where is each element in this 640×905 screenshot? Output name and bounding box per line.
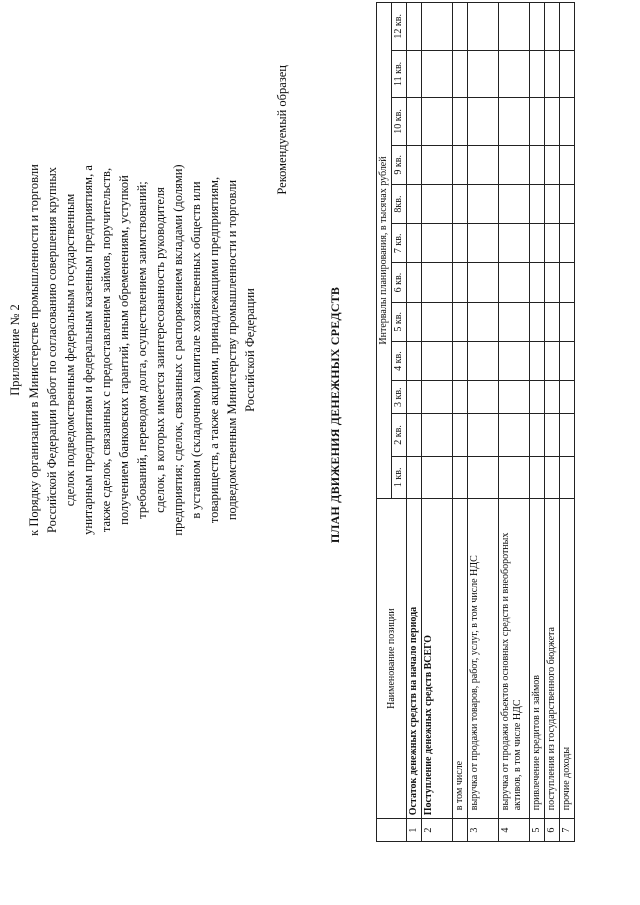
quarter-header: 5 кв. [392,302,407,341]
table-row [499,3,530,842]
quarter-value-cell[interactable] [560,50,575,98]
row-name: поступления из государственного бюджета [545,498,560,818]
appendix-text [25,45,259,655]
quarter-value-cell[interactable] [407,145,422,184]
quarter-header: 6 кв. [392,263,407,302]
quarter-value-cell[interactable] [468,302,499,341]
row-name: Остаток денежных средств на начало периода [407,498,422,818]
row-name: привлечение кредитов и займов [530,498,545,818]
quarter-value-cell[interactable] [468,381,499,414]
quarter-value-cell[interactable] [407,50,422,98]
table-row [468,3,499,842]
table-row [530,3,545,842]
quarter-value-cell[interactable] [530,341,545,380]
quarter-value-cell[interactable] [468,98,499,146]
quarter-value-cell[interactable] [560,341,575,380]
col-number-header [377,819,407,842]
row-name: выручка от продажи объектов основных средств и внеоборотных активов, в том числе НДС [499,498,530,818]
quarter-value-cell[interactable] [545,302,560,341]
quarter-value-cell[interactable] [545,341,560,380]
quarter-value-cell[interactable] [499,341,530,380]
appendix-line: подведомственным Министерству промышленности и торговли [225,179,239,521]
quarter-value-cell[interactable] [530,456,545,498]
quarter-value-cell[interactable] [453,263,468,302]
quarter-value-cell[interactable] [560,263,575,302]
quarter-value-cell[interactable] [560,414,575,456]
appendix-line: Российской Федерации работ по согласованию совершения крупных [45,166,59,534]
quarter-value-cell[interactable] [468,341,499,380]
quarter-value-cell[interactable] [499,50,530,98]
quarter-value-cell[interactable] [468,456,499,498]
appendix-line: предприятия; сделок, связанных с распоряжением вкладами (долями) [171,164,185,536]
quarter-header: 12 кв. [392,3,407,51]
quarter-value-cell[interactable] [560,145,575,184]
quarter-value-cell[interactable] [468,414,499,456]
quarter-value-cell[interactable] [499,381,530,414]
quarter-value-cell[interactable] [560,456,575,498]
quarter-value-cell[interactable] [499,98,530,146]
quarter-value-cell[interactable] [499,3,530,51]
row-number: 5 [530,819,545,842]
row-number [453,819,468,842]
table-header-row [377,3,392,842]
quarter-value-cell[interactable] [407,414,422,456]
quarter-value-cell[interactable] [530,145,545,184]
quarter-header: 10 кв. [392,98,407,146]
quarter-value-cell[interactable] [468,50,499,98]
quarter-value-cell[interactable] [422,341,453,380]
quarter-value-cell[interactable] [560,3,575,51]
cash-flow-table [376,2,575,842]
row-number: 2 [422,819,453,842]
quarter-value-cell[interactable] [422,145,453,184]
quarter-value-cell[interactable] [407,263,422,302]
quarter-value-cell[interactable] [545,184,560,223]
row-name: выручка от продажи товаров, работ, услуг, в том числе НДС [468,498,499,818]
quarter-value-cell[interactable] [530,98,545,146]
quarter-value-cell[interactable] [468,263,499,302]
appendix-line: товариществ, а также акциями, принадлежащими предприятиям, [207,176,221,524]
quarter-value-cell[interactable] [407,381,422,414]
row-name: Поступление денежных средств ВСЕГО [422,498,453,818]
row-number: 7 [560,819,575,842]
quarter-value-cell[interactable] [560,302,575,341]
quarter-value-cell[interactable] [499,302,530,341]
appendix-line: к Порядку организации в Министерстве промышленности и торговли [27,164,41,536]
quarter-header: 11 кв. [392,50,407,98]
quarter-value-cell[interactable] [499,224,530,263]
quarter-value-cell[interactable] [545,3,560,51]
appendix-line: требований, переводом долга, осуществлением заимствований; [135,181,149,519]
quarter-value-cell[interactable] [545,145,560,184]
col-name-header: Наименование позиции [377,498,407,818]
quarter-value-cell[interactable] [499,184,530,223]
quarter-value-cell[interactable] [453,145,468,184]
quarter-value-cell[interactable] [422,414,453,456]
quarter-value-cell[interactable] [422,3,453,51]
recommended-sample-note: Рекомендуемый образец [275,65,289,195]
quarter-value-cell[interactable] [499,145,530,184]
quarter-value-cell[interactable] [407,456,422,498]
quarter-value-cell[interactable] [422,381,453,414]
quarter-value-cell[interactable] [422,302,453,341]
quarter-value-cell[interactable] [530,263,545,302]
page-title: ПЛАН ДВИЖЕНИЯ ДЕНЕЖНЫХ СРЕДСТВ [328,286,342,544]
quarter-value-cell[interactable] [407,184,422,223]
quarter-value-cell[interactable] [453,224,468,263]
appendix-title: Приложение № 2 [8,304,22,396]
quarter-value-cell[interactable] [545,224,560,263]
quarter-value-cell[interactable] [422,98,453,146]
quarter-value-cell[interactable] [468,224,499,263]
quarter-value-cell[interactable] [407,98,422,146]
quarter-value-cell[interactable] [453,302,468,341]
quarter-value-cell[interactable] [499,263,530,302]
quarter-value-cell[interactable] [530,381,545,414]
appendix-line: сделок, в которых имеется заинтересованность руководителя [153,187,167,513]
quarter-value-cell[interactable] [453,414,468,456]
quarter-value-cell[interactable] [407,224,422,263]
quarter-value-cell[interactable] [560,98,575,146]
quarter-value-cell[interactable] [453,381,468,414]
quarter-value-cell[interactable] [453,184,468,223]
quarter-value-cell[interactable] [453,456,468,498]
appendix-line: сделок подведомственным федеральным государственным [63,193,77,507]
table-row [422,3,453,842]
quarter-value-cell[interactable] [468,184,499,223]
table-row [560,3,575,842]
row-name: прочие доходы [560,498,575,818]
quarter-value-cell[interactable] [407,341,422,380]
quarter-value-cell[interactable] [453,98,468,146]
row-number: 4 [499,819,530,842]
quarter-value-cell[interactable] [422,224,453,263]
quarter-value-cell[interactable] [468,3,499,51]
quarter-header: 4 кв. [392,341,407,380]
quarter-value-cell[interactable] [499,414,530,456]
quarter-value-cell[interactable] [530,184,545,223]
quarter-value-cell[interactable] [530,3,545,51]
quarter-header: 7 кв. [392,224,407,263]
quarter-value-cell[interactable] [545,381,560,414]
quarter-header: 2 кв. [392,414,407,456]
table-row [545,3,560,842]
quarter-value-cell[interactable] [453,341,468,380]
quarter-value-cell[interactable] [453,3,468,51]
quarter-header: 1 кв. [392,456,407,498]
row-number: 6 [545,819,560,842]
quarter-value-cell[interactable] [468,145,499,184]
quarter-value-cell[interactable] [407,302,422,341]
quarter-value-cell[interactable] [545,414,560,456]
row-name: в том числе [453,498,468,818]
quarter-value-cell[interactable] [407,3,422,51]
quarter-header: 3 кв. [392,381,407,414]
appendix-line: Российской Федерации [243,288,257,412]
quarter-value-cell[interactable] [560,381,575,414]
quarter-value-cell[interactable] [545,98,560,146]
quarter-value-cell[interactable] [530,50,545,98]
quarter-value-cell[interactable] [560,224,575,263]
appendix-line: получением банковских гарантий, иным обременениям, уступкой [117,175,131,525]
quarter-header: 8кв. [392,184,407,223]
quarter-value-cell[interactable] [422,184,453,223]
row-number: 3 [468,819,499,842]
table-row [453,3,468,842]
quarter-value-cell[interactable] [545,263,560,302]
quarter-value-cell[interactable] [560,184,575,223]
quarter-value-cell[interactable] [545,456,560,498]
quarter-value-cell[interactable] [453,50,468,98]
appendix-header [6,45,291,655]
row-number: 1 [407,819,422,842]
table-row [407,3,422,842]
appendix-line: унитарным предприятиям и федеральным казенным предприятиям, а [81,165,95,535]
appendix-line: также сделок, связанных с предоставлением займов, поручительств, [99,167,113,533]
quarter-value-cell[interactable] [530,414,545,456]
quarter-value-cell[interactable] [530,302,545,341]
interval-header: Интервалы планирования, в тысячах рублей [377,3,392,499]
quarter-value-cell[interactable] [530,224,545,263]
quarter-value-cell[interactable] [422,456,453,498]
quarter-value-cell[interactable] [422,50,453,98]
appendix-line: в уставном (складочном) капитале хозяйственных обществ или [189,181,203,519]
quarter-value-cell[interactable] [422,263,453,302]
quarter-header: 9 кв. [392,145,407,184]
quarter-value-cell[interactable] [499,456,530,498]
quarter-value-cell[interactable] [545,50,560,98]
